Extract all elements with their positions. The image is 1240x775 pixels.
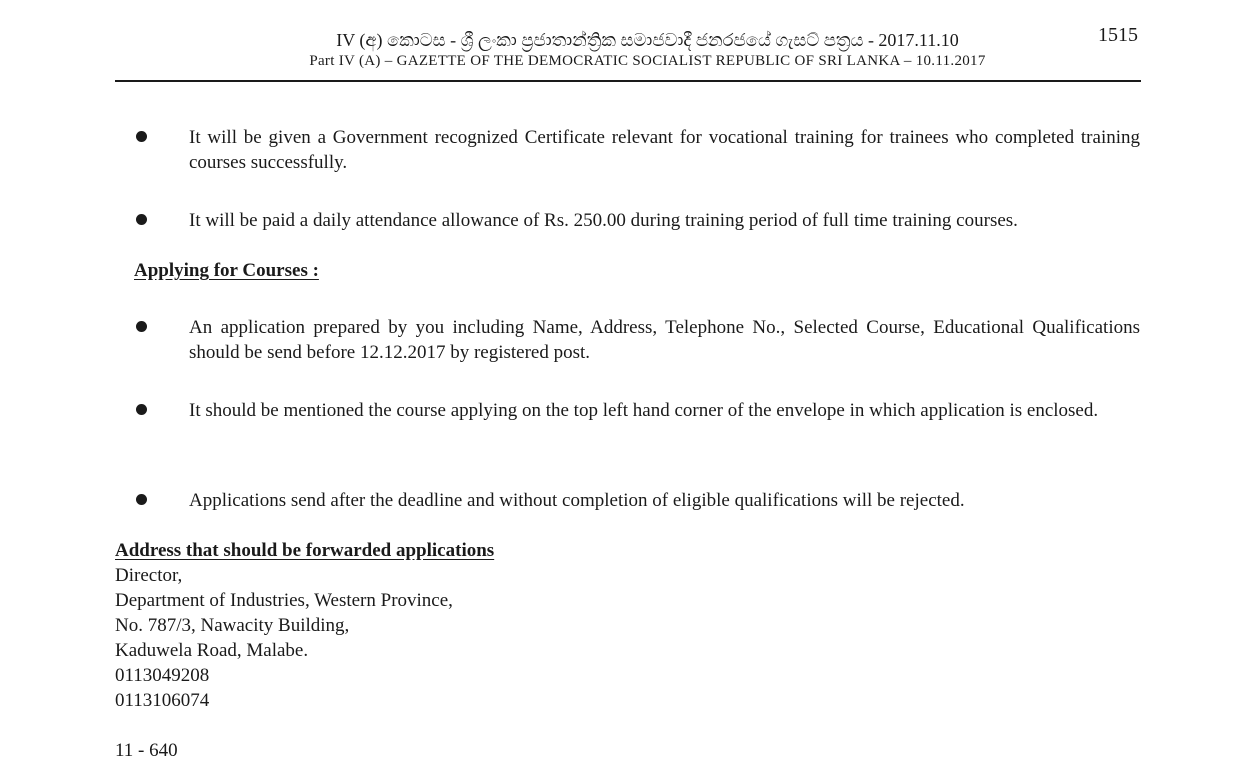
list-item — [136, 125, 1140, 175]
list-item — [136, 488, 1140, 513]
gazette-header — [115, 28, 1140, 70]
address-line: Department of Industries, Western Province, — [115, 590, 453, 611]
bullet-icon — [136, 214, 147, 225]
header-sinhala-title: IV (අ) කොටස - ශ්‍රී ලංකා ප්‍රජාතාන්ත්‍රික සමාජවාදී ජනරජයේ ගැසට් පත්‍රය - 2017.11.10 — [336, 30, 959, 50]
address-line: Director, — [115, 565, 183, 586]
list-item — [136, 208, 1140, 233]
bullet-icon — [136, 494, 147, 505]
bullet-icon — [136, 131, 147, 142]
header-english-title: Part IV (A) – GAZETTE OF THE DEMOCRATIC SOCIALIST REPUBLIC OF SRI LANKA – 10.11.2017 — [309, 53, 986, 69]
applying-heading: Applying for Courses : — [134, 260, 319, 281]
address-line: Kaduwela Road, Malabe. — [115, 640, 309, 661]
bullet-icon — [136, 404, 147, 415]
phone-number: 0113106074 — [115, 690, 210, 711]
list-item-text: It will be given a Government recognized Certificate relevant for vocational training for trainees who completed training courses successfully. — [189, 127, 1140, 173]
page-number: 1515 — [1098, 24, 1138, 46]
address-line: No. 787/3, Nawacity Building, — [115, 615, 350, 636]
header-divider — [115, 80, 1141, 82]
list-item — [136, 315, 1140, 365]
list-item-text: It will be paid a daily attendance allowance of Rs. 250.00 during training period of full time training courses. — [189, 210, 1018, 231]
notice-code: 11 - 640 — [115, 740, 178, 761]
bullet-icon — [136, 321, 147, 332]
list-item-text: It should be mentioned the course applying on the top left hand corner of the envelope in which application is enclosed. — [189, 400, 1099, 421]
address-block — [115, 563, 453, 713]
list-item — [136, 398, 1140, 423]
phone-number: 0113049208 — [115, 665, 210, 686]
address-heading: Address that should be forwarded applications — [115, 540, 495, 561]
list-item-text: An application prepared by you including Name, Address, Telephone No., Selected Course, Educational Qualifications should be send before 12.12.2017 by registered post. — [189, 317, 1140, 363]
list-item-text: Applications send after the deadline and without completion of eligible qualifications will be rejected. — [189, 490, 965, 511]
